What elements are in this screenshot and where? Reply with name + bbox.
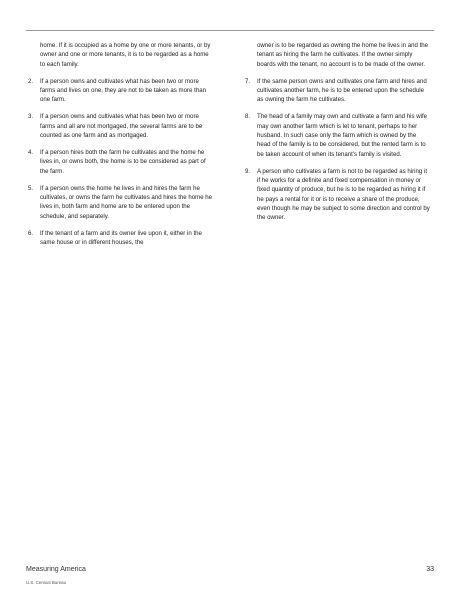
footer-title: Measuring America [26, 566, 86, 573]
item-text: If the same person owns and cultivates one farm and hires and cultivates another farm, he is to be entered upon the schedule as owning the farm he cultivates. [257, 77, 427, 104]
left-column [26, 41, 214, 255]
list-item-3 [26, 112, 214, 140]
header-rule [26, 30, 434, 31]
paragraph-text: owner is to be regarded as owning the home he lives in and the tenant as hiring the farm he cultivates. If the owner simply boards with the tenant, no account is to be made of the owner. [257, 42, 429, 68]
continued-paragraph [243, 41, 431, 69]
list-item-6 [26, 229, 214, 248]
page-number: 33 [426, 566, 434, 573]
list-item-4 [26, 148, 214, 176]
item-number: 2. [28, 77, 34, 85]
item-text: If a person owns and cultivates what has been two or more farms and all are not mortgaged, the several farms are to be counted as one farm and as mortgaged. [40, 113, 203, 139]
list-item-9 [243, 167, 431, 223]
item-number: 6. [28, 229, 34, 237]
list-item-7 [243, 77, 431, 105]
list-item-8 [243, 112, 431, 158]
continued-paragraph [26, 41, 214, 69]
item-text: If a person owns the home he lives in and hires the farm he cultivates, or owns the farm he cultivates and hires the home he lives in, both farm and home are to be entered upon the schedule, and separately. [40, 184, 213, 220]
right-column [243, 41, 431, 230]
footer-subtitle: U.S. Census Bureau [26, 580, 67, 585]
item-text: If a person owns and cultivates what has been two or more farms and lives on one, they are not to be taken as more than one farm. [40, 77, 206, 104]
item-text: A person who cultivates a farm is not to be regarded as hiring it if he works for a definite and fixed compensation in money or fixed quantity of produce, but he is to be regarded as hiring it if he pays a rental for it or is to receive a share of the produce, even though he may be subject to some direction and control by the owner. [257, 167, 430, 222]
list-item-2 [26, 77, 214, 105]
item-number: 5. [28, 184, 34, 192]
item-text: The head of a family may own and cultivate a farm and his wife may own another farm which is let to tenant, perhaps to her husband. In such case only the farm which is owned by the head of the family is to be considered, but the rented farm is to be taken account of when its tenant's family is visited. [257, 113, 428, 158]
item-number: 4. [28, 149, 34, 157]
item-number: 3. [28, 113, 34, 121]
paragraph-text: home. If it is occupied as a home by one or more tenants, or by owner and one or more tenants, it is to be regarded as a home to each family. [40, 42, 211, 68]
item-text: If a person hires both the farm he cultivates and the home he lives in, or owns both, the home is to be considered as part of the farm. [40, 149, 206, 175]
item-text: If the tenant of a farm and its owner live upon it, either in the same house or in different houses, the [40, 229, 202, 247]
item-number: 9. [245, 167, 251, 175]
item-number: 7. [245, 77, 251, 85]
list-item-5 [26, 184, 214, 221]
item-number: 8. [245, 113, 251, 121]
